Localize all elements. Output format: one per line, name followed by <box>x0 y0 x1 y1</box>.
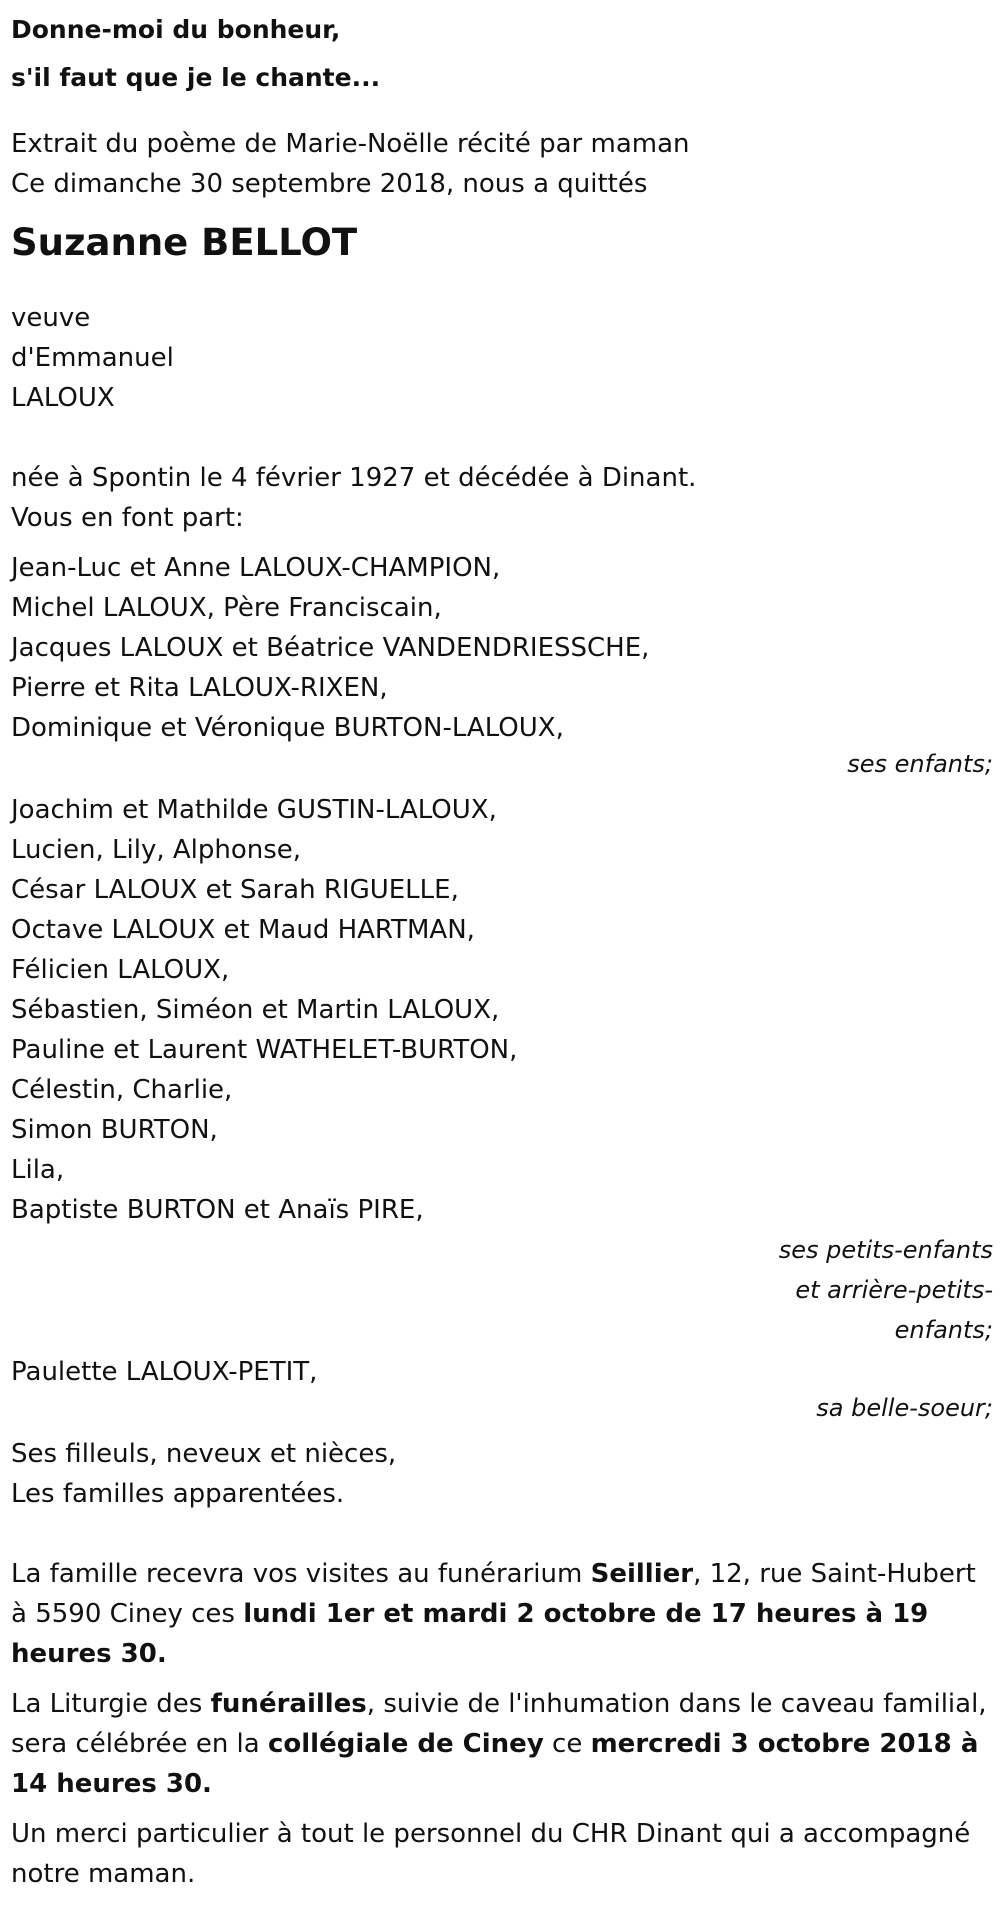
widow-line-3: LALOUX <box>11 383 115 413</box>
list-item: Michel LALOUX, Père Franciscain, <box>11 593 442 623</box>
list-item: Octave LALOUX et Maud HARTMAN, <box>11 915 475 945</box>
deceased-name: Suzanne BELLOT <box>11 221 358 264</box>
funeral-home-name: Seillier <box>590 1559 694 1589</box>
grandchildren-role: ses petits-enfants et arrière-petits-enfants; <box>778 1236 993 1344</box>
list-item: Célestin, Charlie, <box>11 1075 233 1105</box>
grandchildren-list <box>11 790 993 1350</box>
obituary-column <box>11 6 993 1894</box>
children-role: ses enfants; <box>847 750 993 778</box>
children-list <box>11 548 993 780</box>
liturgy-text-2: , suivie de l'inhumation dans le caveau familial, sera célébrée en la <box>11 1689 987 1759</box>
list-item: Jean-Luc et Anne LALOUX-CHAMPION, <box>11 553 501 583</box>
others-line-1: Ses filleuls, neveux et nièces, <box>11 1439 397 1469</box>
list-item: Baptiste BURTON et Anaïs PIRE, <box>11 1195 424 1225</box>
visits-text-1: La famille recevra vos visites au funérarium <box>11 1559 591 1589</box>
liturgy-text-3: ce <box>543 1729 591 1759</box>
poem-line-1: Donne-moi du bonheur, <box>11 15 341 44</box>
widow-line-1: veuve <box>11 303 91 333</box>
church-name: collégiale de Ciney <box>267 1729 544 1759</box>
widow-line-2: d'Emmanuel <box>11 343 174 373</box>
list-item: Lucien, Lily, Alphonse, <box>11 835 302 865</box>
liturgy-paragraph <box>11 1684 993 1804</box>
list-item: Félicien LALOUX, <box>11 955 230 985</box>
sister-in-law-role: sa belle-soeur; <box>816 1394 993 1422</box>
sister-in-law-block <box>11 1352 993 1424</box>
list-item: Sébastien, Siméon et Martin LALOUX, <box>11 995 500 1025</box>
others-line-2: Les familles apparentées. <box>11 1479 345 1509</box>
funeral-date: mercredi 3 octobre 2018 à 14 heures 30. <box>11 1729 979 1799</box>
visits-text-2: , 12, rue Saint-Hubert à 5590 Ciney ces <box>11 1559 976 1629</box>
list-item: Lila, <box>11 1155 65 1185</box>
announce-line: Vous en font part: <box>11 503 244 533</box>
list-item: Pierre et Rita LALOUX-RIXEN, <box>11 673 388 703</box>
death-date-line: Ce dimanche 30 septembre 2018, nous a quittés <box>11 169 648 199</box>
liturgy-text-1: La Liturgie des <box>11 1689 211 1719</box>
birth-death-line: née à Spontin le 4 février 1927 et décédée à Dinant. <box>11 463 697 493</box>
poem-line-2: s'il faut que je le chante... <box>11 63 381 92</box>
poem-source: Extrait du poème de Marie-Noëlle récité par maman <box>11 129 690 159</box>
list-item: Dominique et Véronique BURTON-LALOUX, <box>11 713 564 743</box>
list-item: Pauline et Laurent WATHELET-BURTON, <box>11 1035 518 1065</box>
list-item: César LALOUX et Sarah RIGUELLE, <box>11 875 459 905</box>
thanks-paragraph: Un merci particulier à tout le personnel du CHR Dinant qui a accompagné notre maman. <box>11 1819 971 1889</box>
visits-paragraph <box>11 1554 993 1674</box>
list-item: Joachim et Mathilde GUSTIN-LALOUX, <box>11 795 497 825</box>
visits-dates: lundi 1er et mardi 2 octobre de 17 heures à 19 heures 30. <box>11 1599 929 1669</box>
list-item: Jacques LALOUX et Béatrice VANDENDRIESSCHE, <box>11 633 650 663</box>
funeral-word: funérailles <box>210 1689 367 1719</box>
list-item: Simon BURTON, <box>11 1115 218 1145</box>
list-item: Paulette LALOUX-PETIT, <box>11 1357 318 1387</box>
